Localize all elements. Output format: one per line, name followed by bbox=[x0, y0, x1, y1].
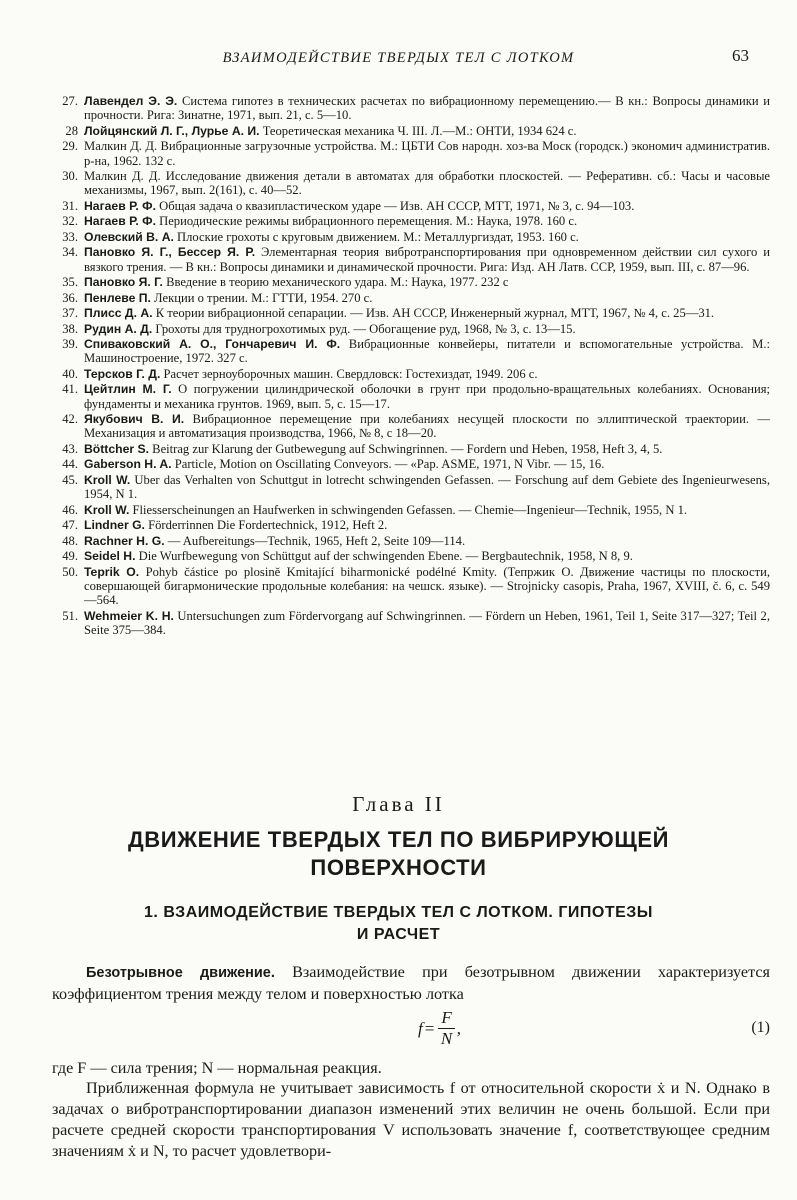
formula-equals: = bbox=[424, 1018, 435, 1038]
reference-authors: Терсков Г. Д. bbox=[84, 366, 161, 381]
reference-item bbox=[52, 503, 770, 517]
reference-item bbox=[52, 306, 770, 320]
reference-number: 46. bbox=[62, 502, 78, 517]
reference-body bbox=[84, 199, 770, 213]
formula bbox=[418, 1008, 461, 1049]
reference-item bbox=[52, 169, 770, 198]
reference-item bbox=[52, 124, 770, 138]
reference-list bbox=[52, 94, 770, 638]
reference-number: 42. bbox=[62, 412, 78, 427]
formula-trail: , bbox=[456, 1018, 461, 1038]
reference-number: 43. bbox=[62, 441, 78, 456]
reference-body bbox=[84, 412, 770, 441]
reference-body bbox=[84, 382, 770, 411]
reference-text: Расчет зерноуборочных машин. Свердловск: Гостехиздат, 1949. 206 с. bbox=[160, 366, 538, 381]
reference-number: 29. bbox=[62, 139, 78, 154]
reference-text: Теоретическая механика Ч. III. Л.—М.: ОНТИ, 1934 624 с. bbox=[259, 123, 577, 138]
equation-1 bbox=[52, 1008, 770, 1052]
reference-text: Untersuchungen zum Fördervorgang auf Schwingrinnen. — Fördern un Heben, 1961, Teil 1, Seite 317—327; Teil 2, Seite 375—384. bbox=[84, 608, 770, 637]
reference-authors: Böttcher S. bbox=[84, 441, 150, 456]
section-title-line-2: И РАСЧЕТ bbox=[356, 926, 441, 943]
reference-text: Плоские грохоты с круговым движением. М.: Металлургиздат, 1953. 160 с. bbox=[173, 229, 579, 244]
chapter-title-line-1: ДВИЖЕНИЕ ТВЕРДЫХ ТЕЛ ПО ВИБРИРУЮЩЕЙ bbox=[127, 827, 670, 852]
reference-text: Система гипотез в технических расчетах по вибрационному перемещению.— В кн.: Вопросы динамики и прочности. Рига: Зинатне, 1971, вып. 21, с. 5—10. bbox=[84, 94, 770, 123]
reference-item bbox=[52, 94, 770, 123]
reference-number: 41. bbox=[62, 382, 78, 397]
reference-body bbox=[84, 518, 770, 532]
reference-number: 37. bbox=[62, 306, 78, 321]
reference-authors: Пановко Я. Г., Бессер Я. Р. bbox=[84, 245, 256, 260]
reference-item bbox=[52, 534, 770, 548]
paragraph-3: Приближенная формула не учитывает зависимость f от относительной скорости ẋ и N. Однако в задачах о вибротранспортировании диапазон изменений этих величин не очень большой. Если при расчете средней скорости транспортирования V использовать значение f, соответствующее средним значениям ẋ и N, то расчет удовлетвори- bbox=[52, 1079, 770, 1160]
formula-denominator: N bbox=[440, 1029, 453, 1048]
reference-number: 51. bbox=[62, 608, 78, 623]
reference-authors: Пенлеве П. bbox=[84, 290, 151, 305]
reference-item bbox=[52, 382, 770, 411]
reference-text: О погружении цилиндрической оболочки в грунт при продольно-вращательных колебаниях. Основания; фундаменты и механика грунтов. 1969, вып. 5, с. 15—17. bbox=[84, 382, 770, 411]
reference-item bbox=[52, 245, 770, 274]
reference-number: 35. bbox=[62, 275, 78, 290]
reference-number: 27. bbox=[62, 94, 78, 108]
reference-number: 39. bbox=[62, 337, 78, 351]
reference-text: Периодические режимы вибрационного перемещения. М.: Наука, 1978. 160 с. bbox=[155, 214, 578, 229]
reference-text: Лекции о трении. М.: ГТТИ, 1954. 270 с. bbox=[150, 290, 373, 305]
reference-number: 38. bbox=[62, 321, 78, 336]
reference-text: Вибрационные конвейеры, питатели и вспомогательные устройства. М.: Машиностроение, 1972. 327 с. bbox=[84, 337, 771, 366]
run-in-heading: Безотрывное движение. bbox=[86, 965, 275, 981]
reference-item bbox=[52, 473, 770, 502]
reference-text: Малкин Д. Д. Вибрационные загрузочные устройства. М.: ЦБТИ Сов народн. хоз-ва Моск (городск.) экономич административ. р-на, 1962. 132 с. bbox=[84, 139, 770, 168]
reference-item bbox=[52, 457, 770, 471]
chapter-title-line-2: ПОВЕРХНОСТИ bbox=[310, 855, 487, 880]
reference-authors: Нагаев Р. Ф. bbox=[84, 198, 156, 213]
reference-authors: Wehmeier K. H. bbox=[84, 608, 174, 623]
reference-item bbox=[52, 230, 770, 244]
paragraph-1 bbox=[52, 962, 770, 1005]
paragraph-2: где F — сила трения; N — нормальная реакция. bbox=[52, 1059, 382, 1077]
reference-body bbox=[84, 94, 770, 123]
reference-text: Förderrinnen Die Fordertechnick, 1912, Heft 2. bbox=[144, 518, 388, 533]
reference-body bbox=[84, 275, 770, 289]
reference-item bbox=[52, 367, 770, 381]
reference-authors: Teprik O. bbox=[84, 564, 140, 579]
reference-authors: Seidel H. bbox=[84, 549, 136, 564]
reference-text: Uber das Verhalten von Schuttgut in lotrecht schwingenden Gefassen. — Forschung auf dem Gebiete des Ingenieurwesens, 1954, N 1. bbox=[84, 472, 770, 502]
reference-body bbox=[84, 291, 770, 305]
reference-number: 49. bbox=[62, 549, 78, 564]
reference-text: — Aufbereitungs—Technik, 1965, Heft 2, Seite 109—114. bbox=[164, 533, 466, 548]
reference-number: 40. bbox=[62, 366, 78, 381]
reference-body bbox=[84, 306, 770, 320]
reference-body bbox=[84, 549, 770, 563]
reference-text: Fliesserscheinungen an Haufwerken in schwingenden Gefassen. — Chemie—Ingenieur—Technik, 1955, N 1. bbox=[129, 502, 688, 517]
reference-item bbox=[52, 337, 770, 366]
reference-number: 30. bbox=[62, 169, 78, 184]
chapter-title bbox=[60, 826, 737, 882]
reference-body bbox=[84, 139, 770, 168]
reference-number: 32. bbox=[62, 214, 78, 229]
reference-text: Введение в теорию механического удара. М.: Наука, 1977. 232 с bbox=[162, 275, 509, 290]
reference-authors: Kroll W. bbox=[84, 502, 130, 517]
reference-body bbox=[84, 609, 770, 638]
formula-fraction bbox=[438, 1008, 454, 1049]
reference-authors: Плисс Д. А. bbox=[84, 306, 153, 321]
reference-authors: Олевский В. А. bbox=[84, 229, 174, 244]
reference-body bbox=[84, 442, 770, 456]
reference-text: Элементарная теория вибротранспортирования при одновременном действии сил сухого и вязкого трения. — В кн.: Вопросы динамики и динамической прочности. Рига: Изд. АН Латв. ССР, 1959, вып. III, с. 87—96. bbox=[84, 245, 770, 274]
paragraph-1-text: Взаимодействие при безотрывном движении характеризуется коэффициентом трения между телом и поверхностью лотка bbox=[52, 963, 770, 1003]
reference-item bbox=[52, 291, 770, 305]
reference-text: К теории вибрационной сепарации. — Изв. АН СССР, Инженерный журнал, МТТ, 1967, № 4, с. 25—31. bbox=[152, 306, 715, 321]
reference-item bbox=[52, 565, 770, 608]
reference-body bbox=[84, 124, 770, 138]
reference-authors: Нагаев Р. Ф. bbox=[84, 214, 156, 229]
reference-body bbox=[84, 230, 770, 244]
reference-body bbox=[84, 245, 770, 274]
reference-text: Die Wurfbewegung von Schüttgut auf der schwingenden Ebene. — Bergbautechnik, 1958, N 8, 9. bbox=[135, 549, 633, 564]
formula-lhs: f bbox=[418, 1018, 423, 1038]
page-number: 63 bbox=[732, 46, 749, 65]
reference-authors: Gaberson H. A. bbox=[84, 457, 172, 472]
reference-text: Грохоты для трудногрохотимых руд. — Обогащение руд, 1968, № 3, с. 13—15. bbox=[152, 321, 576, 336]
reference-authors: Лавендел Э. Э. bbox=[84, 94, 178, 108]
reference-body bbox=[84, 457, 770, 471]
reference-authors: Kroll W. bbox=[84, 472, 131, 487]
reference-text: Beitrag zur Klarung der Gutbewegung auf Schwingrinnen. — Fordern und Heben, 1958, Heft 3, 4, 5. bbox=[149, 441, 663, 456]
section-title bbox=[60, 902, 737, 946]
reference-item bbox=[52, 412, 770, 441]
section-title-line-1: 1. ВЗАИМОДЕЙСТВИЕ ТВЕРДЫХ ТЕЛ С ЛОТКОМ. ГИПОТЕЗЫ bbox=[144, 904, 653, 921]
reference-number: 33. bbox=[62, 229, 78, 244]
reference-number: 47. bbox=[62, 518, 78, 533]
reference-number: 50. bbox=[62, 564, 78, 579]
reference-item bbox=[52, 139, 770, 168]
reference-number: 48. bbox=[62, 533, 78, 548]
reference-text: Вибрационное перемещение при колебаниях несущей плоскости по эллиптической траектории. — Механизация и автоматизация производства, 1966, № 8, с 18—20. bbox=[84, 412, 771, 441]
reference-item bbox=[52, 549, 770, 563]
equation-number: (1) bbox=[751, 1019, 770, 1036]
reference-item bbox=[52, 322, 770, 336]
reference-item bbox=[52, 442, 770, 456]
reference-item bbox=[52, 518, 770, 532]
reference-number: 44. bbox=[62, 457, 78, 472]
reference-number: 34. bbox=[62, 245, 78, 260]
reference-text: Общая задача о квазипластическом ударе — Изв. АН СССР, МТТ, 1971, № 3, с. 94—103. bbox=[155, 198, 635, 213]
chapter-label: Глава II bbox=[352, 792, 445, 816]
reference-item bbox=[52, 275, 770, 289]
reference-body bbox=[84, 322, 770, 336]
reference-item bbox=[52, 609, 770, 638]
reference-item bbox=[52, 199, 770, 213]
reference-number: 31. bbox=[62, 198, 78, 213]
running-header: ВЗАИМОДЕЙСТВИЕ ТВЕРДЫХ ТЕЛ С ЛОТКОМ bbox=[222, 50, 575, 66]
formula-numerator: F bbox=[438, 1008, 454, 1029]
reference-item bbox=[52, 214, 770, 228]
reference-text: Малкин Д. Д. Исследование движения детали в автоматах для обработки плоскостей. — Реферативн. сб.: Часы и часовые механизмы, 1967, вып. 2(161), с. 40—52. bbox=[84, 169, 770, 198]
reference-body bbox=[84, 367, 770, 381]
reference-authors: Lindner G. bbox=[84, 518, 145, 533]
reference-authors: Rachner H. G. bbox=[84, 533, 165, 548]
reference-number: 36. bbox=[62, 290, 78, 305]
reference-authors: Лойцянский Л. Г., Лурье А. И. bbox=[84, 123, 260, 138]
reference-body bbox=[84, 534, 770, 548]
reference-body bbox=[84, 337, 770, 366]
reference-authors: Рудин А. Д. bbox=[84, 321, 153, 336]
reference-authors: Спиваковский А. О., Гончаревич И. Ф. bbox=[84, 337, 341, 351]
reference-number: 28 bbox=[65, 123, 78, 138]
reference-text: Particle, Motion on Oscillating Conveyors. — «Pap. ASME, 1971, N Vibr. — 15, 16. bbox=[171, 457, 605, 472]
reference-body bbox=[84, 503, 770, 517]
reference-authors: Якубович В. И. bbox=[84, 412, 185, 427]
reference-number: 45. bbox=[62, 472, 78, 487]
reference-body bbox=[84, 473, 770, 502]
reference-authors: Цейтлин М. Г. bbox=[84, 382, 172, 397]
reference-body bbox=[84, 169, 770, 198]
reference-body bbox=[84, 565, 770, 608]
reference-authors: Пановко Я. Г. bbox=[84, 275, 163, 290]
reference-body bbox=[84, 214, 770, 228]
reference-text: Pohyb částice po plosině Kmitající biharmonické podélné Kmity. (Тепржик О. Движение частицы по плоскости, совершающей бигармонические продольные колебания: на чешск. языке). — Strojnicky casopis, Praha, 1967, XVIII, č. 6, с. 549—564. bbox=[84, 564, 770, 608]
